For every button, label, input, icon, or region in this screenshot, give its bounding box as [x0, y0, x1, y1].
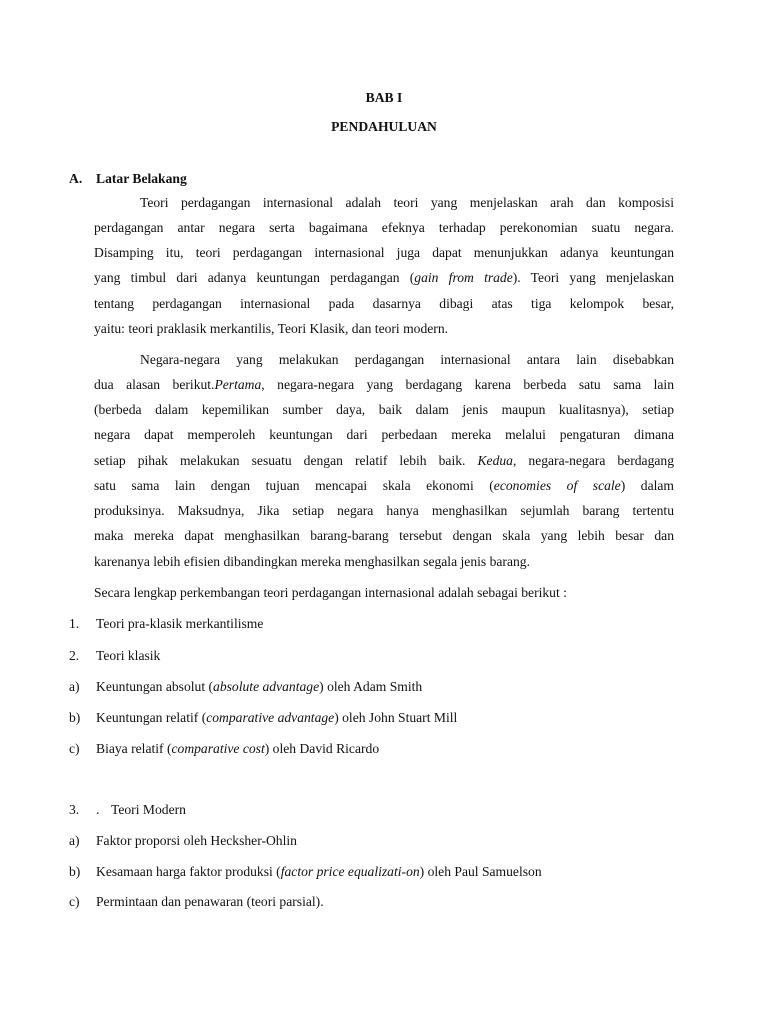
list-item: Teori pra-klasik merkantilisme: [96, 616, 264, 631]
paragraph-line: (berbeda dalam kepemilikan sumber daya, baik dalam jenis maupun kualitasnya), setiap: [94, 402, 674, 417]
list-marker: 2.: [69, 648, 80, 663]
list-item: Faktor proporsi oleh Hecksher-Ohlin: [96, 833, 297, 848]
paragraph-line: negara dapat memperoleh keuntungan dari perbedaan mereka melalui pengaturan dimana: [94, 427, 674, 442]
chapter-number: BAB I: [365, 90, 403, 105]
list-marker: a): [69, 679, 80, 694]
list-marker: c): [69, 741, 80, 756]
italic-term: comparative cost: [171, 741, 265, 756]
paragraph-line: setiap pihak melakukan sesuatu dengan relatif lebih baik. Kedua, negara-negara berdagang: [94, 453, 674, 468]
list-item: Permintaan dan penawaran (teori parsial).: [96, 894, 324, 909]
italic-term: factor price equalizati-on: [280, 864, 420, 879]
paragraph-line: yang timbul dari adanya keuntungan perdagangan (gain from trade). Teori yang menjelaskan: [94, 270, 674, 285]
paragraph-line: Negara-negara yang melakukan perdagangan internasional antara lain disebabkan: [140, 352, 674, 367]
section-heading: Latar Belakang: [96, 171, 187, 186]
list-item: Keuntungan absolut (absolute advantage) oleh Adam Smith: [96, 679, 423, 694]
italic-term: comparative advantage: [206, 710, 335, 725]
italic-term: gain from trade: [414, 270, 513, 285]
list-marker: a): [69, 833, 80, 848]
list-intro: Secara lengkap perkembangan teori perdagangan internasional adalah sebagai berikut :: [94, 585, 567, 600]
italic-term: Kedua: [477, 453, 513, 468]
italic-term: absolute advantage: [213, 679, 320, 694]
list-item: Biaya relatif (comparative cost) oleh David Ricardo: [96, 741, 380, 756]
paragraph-line: maka mereka dapat menghasilkan barang-barang tersebut dengan skala yang lebih besar dan: [94, 528, 674, 543]
list-marker: b): [69, 710, 81, 725]
section-marker: A.: [69, 171, 83, 186]
paragraph-line: satu sama lain dengan tujuan mencapai skala ekonomi (economies of scale) dalam: [94, 478, 674, 493]
paragraph-line: produksinya. Maksudnya, Jika setiap negara hanya menghasilkan sejumlah barang tertentu: [94, 503, 674, 518]
paragraph-line: karenanya lebih efisien dibandingkan mereka menghasilkan segala jenis barang.: [94, 554, 530, 569]
list-item: Teori klasik: [96, 648, 161, 663]
list-item: Keuntungan relatif (comparative advantage) oleh John Stuart Mill: [96, 710, 458, 725]
paragraph-line: dua alasan berikut.Pertama, negara-negara yang berdagang karena berbeda satu sama lain: [94, 377, 675, 392]
list-marker-dot: .: [96, 802, 100, 817]
list-marker: 3.: [69, 802, 80, 817]
chapter-title: PENDAHULUAN: [331, 119, 437, 134]
paragraph-line: tentang perdagangan internasional pada dasarnya dibagi atas tiga kelompok besar,: [94, 296, 674, 311]
list-marker: 1.: [69, 616, 80, 631]
list-marker: c): [69, 894, 80, 909]
italic-term: economies of scale: [493, 478, 621, 493]
list-item: Teori Modern: [111, 802, 186, 817]
list-marker: b): [69, 864, 81, 879]
paragraph-line: Teori perdagangan internasional adalah teori yang menjelaskan arah dan komposisi: [140, 195, 674, 210]
paragraph-line: yaitu: teori praklasik merkantilis, Teori Klasik, dan teori modern.: [94, 321, 449, 336]
paragraph-line: Disamping itu, teori perdagangan internasional juga dapat menunjukkan adanya keuntungan: [94, 245, 674, 260]
list-item: Kesamaan harga faktor produksi (factor price equalizati-on) oleh Paul Samuelson: [96, 864, 542, 879]
paragraph-line: perdagangan antar negara serta bagaimana efeknya terhadap perekonomian suatu negara.: [94, 220, 674, 235]
italic-term: Pertama: [214, 377, 262, 392]
